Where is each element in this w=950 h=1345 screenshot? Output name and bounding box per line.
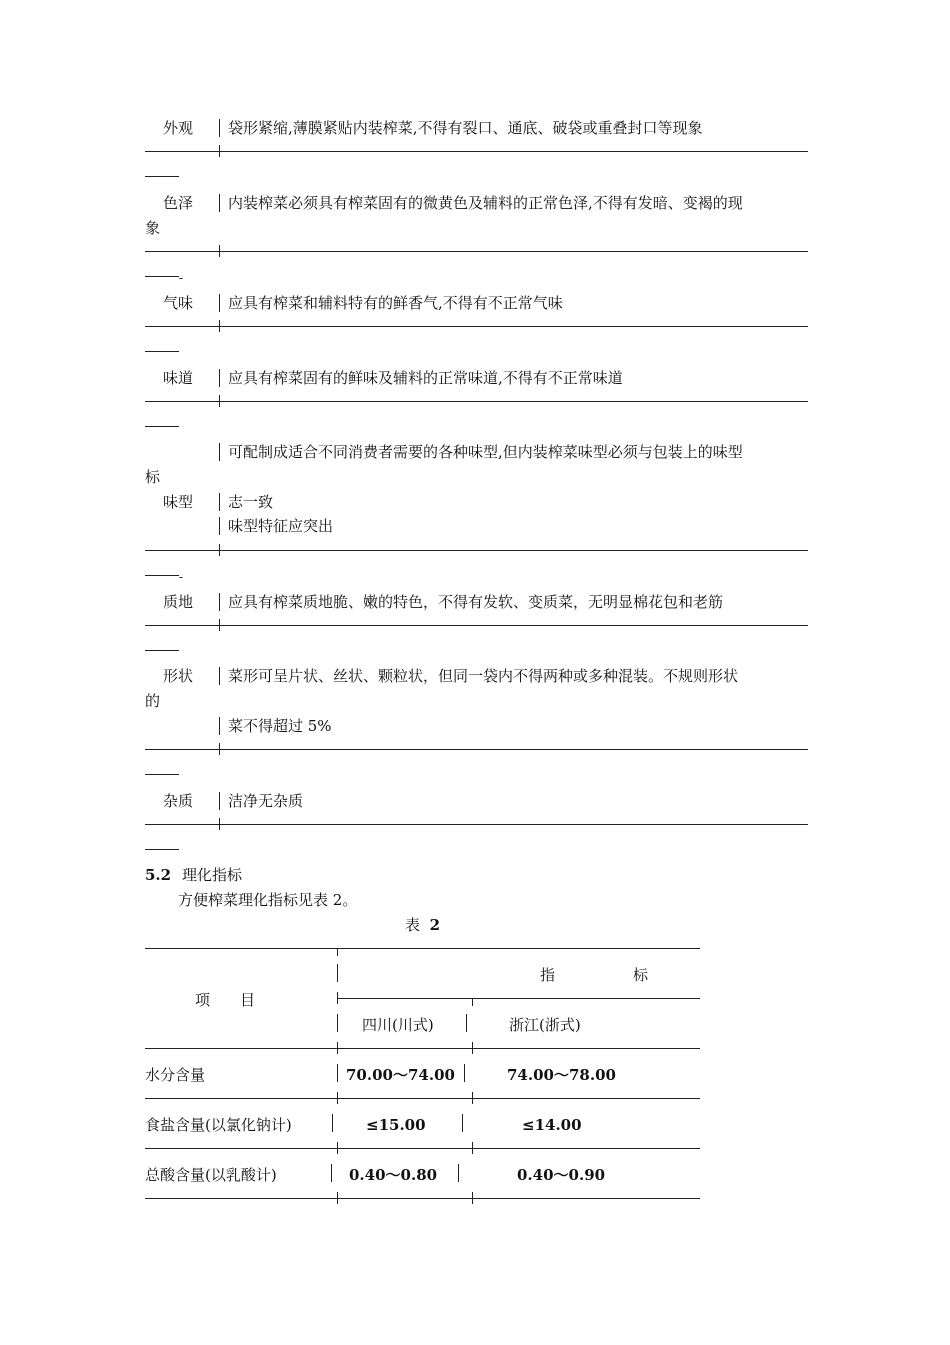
row-text-appearance: 袋形紧缩,薄膜紧贴内装榨菜,不得有裂口、通底、破袋或重叠封口等现象 (228, 119, 703, 137)
row-text-flavor-3: 味型特征应突出 (228, 517, 334, 535)
row-label-appearance: 外观 (162, 119, 193, 137)
row-label-impurity: 杂质 (162, 792, 193, 810)
row-text-flavor-1: 可配制成适合不同消费者需要的各种味型,但内装榨菜味型必须与包装上的味型 (228, 443, 743, 461)
row-text-texture: 应具有榨菜质地脆、嫩的特色，不得有发软、变质菜，无明显棉花包和老筋 (228, 593, 724, 611)
row-zhejiang-salt: ≤14.00 (522, 1116, 582, 1134)
section-intro: 方便榨菜理化指标见表 2。 (178, 891, 358, 909)
header-index-b: 标 (633, 966, 649, 984)
row-text-color: 内装榨菜必须具有榨菜固有的微黄色及辅料的正常色泽,不得有发暗、变褐的现 (228, 194, 743, 212)
table2-caption: 表 2 (405, 916, 440, 934)
section-number: 5.2 (145, 866, 172, 884)
row-zhejiang-acid: 0.40～0.90 (517, 1166, 606, 1184)
row-text-shape-1: 菜形可呈片状、丝状、颗粒状，但同一袋内不得两种或多种混装。不规则形状 (228, 667, 739, 685)
row-label-texture: 质地 (162, 593, 193, 611)
row-zhejiang-moisture: 74.00～78.00 (507, 1066, 616, 1084)
row-text-shape-2: 菜不得超过 5% (228, 717, 332, 735)
row-name-moisture: 水分含量 (145, 1066, 206, 1084)
row-label-odor: 气味 (162, 294, 193, 312)
row-name-salt: 食盐含量(以氯化钠计) (145, 1116, 292, 1134)
row-label-color: 色泽 (162, 194, 193, 212)
col-sichuan: 四川(川式) (362, 1016, 434, 1034)
row-sichuan-moisture: 70.00～74.00 (346, 1066, 455, 1084)
row-text-taste: 应具有榨菜固有的鲜味及辅料的正常味道,不得有不正常味道 (228, 369, 623, 387)
row-label-flavor: 味型 (162, 493, 193, 511)
row-name-acid: 总酸含量(以乳酸计) (145, 1166, 277, 1184)
row-text-impurity: 洁净无杂质 (228, 792, 304, 810)
header-item: 项 目 (195, 991, 256, 1009)
row-label-shape: 形状 (162, 667, 193, 685)
row-sichuan-salt: ≤15.00 (366, 1116, 426, 1134)
row-overflow-shape: 的 (145, 692, 161, 710)
row-overflow-color: 象 (145, 219, 161, 237)
row-text-flavor-2: 志一致 (228, 493, 274, 511)
header-index-a: 指 (540, 966, 556, 984)
row-label-taste: 味道 (162, 369, 193, 387)
col-zhejiang: 浙江(浙式) (509, 1016, 581, 1034)
row-sichuan-acid: 0.40～0.80 (349, 1166, 438, 1184)
row-text-odor: 应具有榨菜和辅料特有的鲜香气,不得有不正常气味 (228, 294, 563, 312)
row-overflow-flavor: 标 (145, 468, 161, 486)
section-title: 理化指标 (182, 866, 243, 884)
